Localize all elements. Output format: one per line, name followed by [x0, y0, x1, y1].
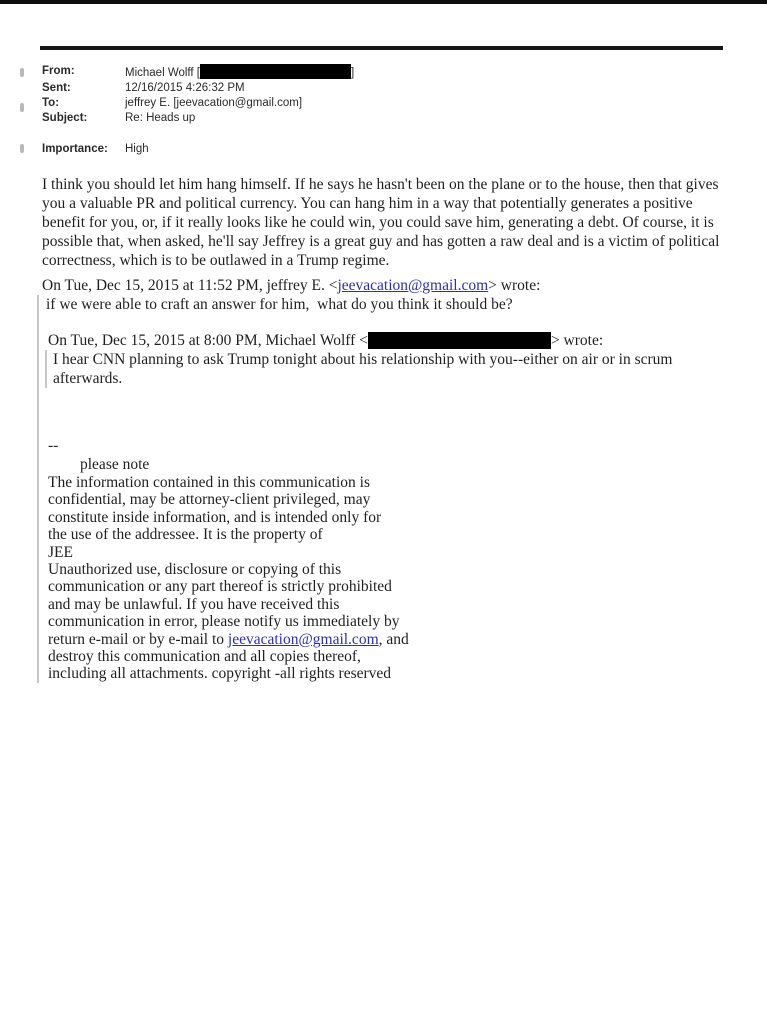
- email-link[interactable]: jeevacation@gmail.com: [337, 277, 489, 294]
- text-line: correctness, which is to be outlawed in a Trump regime.: [42, 252, 390, 269]
- text-line: you a valuable PR and political currency. You can hang him in a way that potentially generates a positive: [42, 195, 693, 212]
- attribution-1-suffix: > wrote:: [488, 277, 541, 294]
- text-line: afterwards.: [53, 370, 123, 387]
- text-line: The information contained in this communication is: [48, 474, 370, 491]
- subject-value: Re: Heads up: [125, 112, 196, 124]
- to-value: jeffrey E. [jeevacation@gmail.com]: [125, 97, 303, 109]
- from-value-prefix: Michael Wolff [: [125, 67, 200, 79]
- text-line: constitute inside information, and is intended only for: [48, 508, 382, 526]
- header-divider-rule: [40, 46, 723, 50]
- quoted-text-1: if we were able to craft an answer for him, what do you think it should be?: [46, 296, 513, 313]
- text-line: confidential, may be attorney-client privileged, may: [48, 491, 371, 509]
- attribution-1-prefix: On Tue, Dec 15, 2015 at 11:52 PM, jeffrey E. <: [42, 277, 338, 294]
- attribution-2-prefix: On Tue, Dec 15, 2015 at 8:00 PM, Michael Wolff <: [48, 332, 368, 349]
- page-top-edge-bar: [0, 0, 767, 4]
- from-label: From:: [42, 65, 75, 77]
- quoted-thread: [42, 276, 673, 683]
- text-line: and may be unlawful. If you have received this: [48, 595, 340, 613]
- attribution-2-suffix: > wrote:: [550, 332, 604, 349]
- text-line: I think you should let him hang himself. If he says he hasn't been on the plane or to the house, then that gives: [42, 176, 719, 193]
- scan-artifact: [20, 68, 24, 77]
- disclaimer-email-prefix: return e-mail or by e-mail to: [48, 630, 228, 648]
- blockquote-level-2: [45, 350, 673, 388]
- scan-artifact: [20, 103, 24, 112]
- text-line: the use of the addressee. It is the property of: [48, 526, 323, 544]
- blank-space: [46, 388, 673, 436]
- email-body-paragraph: [42, 175, 719, 270]
- subject-label: Subject:: [42, 112, 88, 124]
- text-line: possible that, when asked, he'll say Jeffrey is a great guy and has gotten a raw deal and is a victim of political: [42, 233, 720, 250]
- from-value: [125, 64, 354, 81]
- text-line: JEE: [48, 543, 73, 561]
- disclaimer-email-line: [48, 631, 673, 648]
- text-line: destroy this communication and all copies thereof,: [48, 648, 361, 666]
- header-row-from: [42, 64, 354, 81]
- text-line: Unauthorized use, disclosure or copying of this: [48, 561, 342, 579]
- importance-value: High: [125, 143, 149, 155]
- header-row-to: [42, 96, 354, 111]
- to-label: To:: [42, 97, 60, 109]
- email-link[interactable]: jeevacation@gmail.com: [227, 630, 379, 648]
- sent-value: 12/16/2015 4:26:32 PM: [125, 82, 245, 94]
- signature-separator: --: [48, 437, 59, 454]
- text-line: including all attachments. copyright -all rights reserved: [48, 665, 392, 683]
- from-value-suffix: ]: [351, 67, 355, 79]
- redaction-bar: [200, 64, 351, 79]
- signature-block: [48, 436, 673, 683]
- header-row-subject: [42, 111, 354, 126]
- redaction-bar: [368, 332, 551, 349]
- header-row-importance: [42, 142, 354, 157]
- signature-note: please note: [80, 456, 150, 473]
- disclaimer-part-2: [48, 648, 673, 683]
- text-line: communication or any part thereof is strictly prohibited: [48, 578, 392, 596]
- sent-label: Sent:: [42, 82, 71, 94]
- text-line: benefit for you, or, if it really looks like he could win, you could save him, generating a debt. Of course, it is: [42, 214, 714, 231]
- header-row-sent: [42, 81, 354, 96]
- text-line: communication in error, please notify us immediately by: [48, 613, 400, 631]
- quote-attribution-1: [42, 276, 673, 295]
- text-line: I hear CNN planning to ask Trump tonight about his relationship with you--either on air or in scrum: [53, 351, 673, 368]
- quote-attribution-2: [48, 331, 673, 350]
- email-header: [42, 64, 354, 157]
- disclaimer-part-1: [48, 474, 673, 631]
- blank-space: [46, 314, 673, 331]
- blockquote-level-1: [37, 295, 673, 683]
- disclaimer-email-suffix: , and: [378, 630, 409, 648]
- importance-label: Importance:: [42, 143, 108, 155]
- scan-artifact: [20, 144, 24, 153]
